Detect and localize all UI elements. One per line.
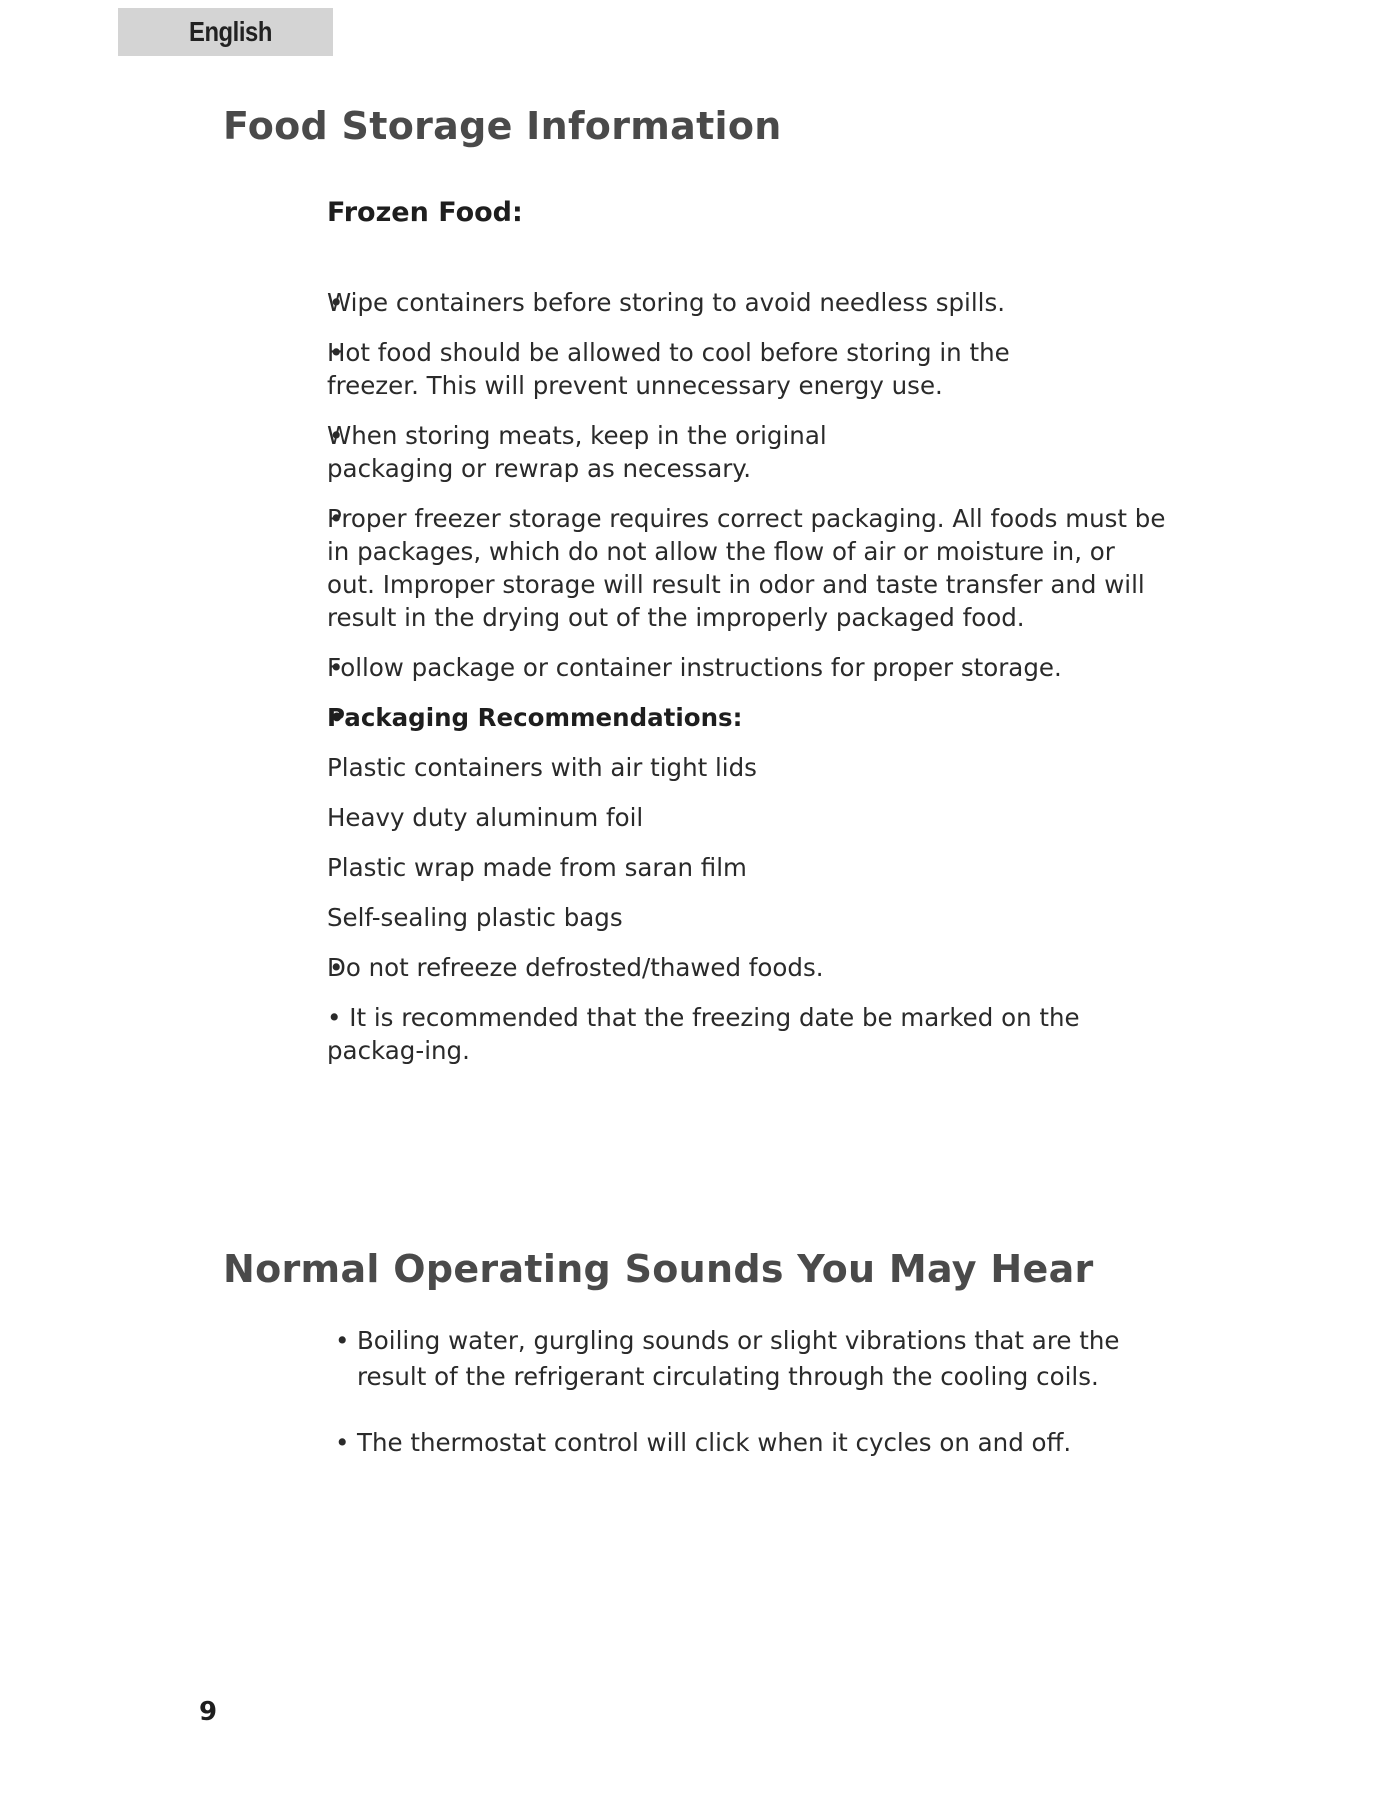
packaging-option: Plastic containers with air tight lids [327,753,757,782]
list-item: • Proper freezer storage requires correct packaging. All foods must be in packages, which do not allow the flow of air or moisture in, or out. Improper storage will result in odor and taste transfer and will result in the drying out of the improperly packaged food. [327,502,1167,634]
language-tab-label: English [189,16,272,47]
list-item: • It is recommended that the freezing date be marked on the packag-ing. [327,1003,1080,1065]
language-tab [118,8,333,56]
packaging-recommendations-label: • Packaging Recommendations: [327,701,1187,734]
list-item: • Wipe containers before storing to avoid needless spills. [327,286,1027,319]
frozen-food-subheading: Frozen Food: [327,197,523,228]
frozen-food-list [327,286,1187,1084]
packaging-option: Heavy duty aluminum foil [327,803,644,832]
list-item: • Do not refreeze defrosted/thawed foods. [327,951,1187,984]
packaging-option: Self-sealing plastic bags [327,903,623,932]
packaging-option: Plastic wrap made from saran film [327,853,747,882]
list-item: • Follow package or container instructions for proper storage. [327,651,1167,684]
list-item: • Hot food should be allowed to cool before storing in the freezer. This will prevent unnecessary energy use. [327,336,1102,402]
list-item: • The thermostat control will click when it cycles on and off. [333,1425,1187,1461]
food-storage-heading: Food Storage Information [223,104,782,148]
list-item: • Boiling water, gurgling sounds or slight vibrations that are the result of the refrigerant circulating through the cooling coils. [333,1323,1187,1395]
operating-sounds-list [333,1323,1193,1491]
page-number: 9 [199,1697,218,1727]
operating-sounds-heading: Normal Operating Sounds You May Hear [223,1247,1094,1291]
list-item: • When storing meats, keep in the original packaging or rewrap as necessary. [327,419,887,485]
